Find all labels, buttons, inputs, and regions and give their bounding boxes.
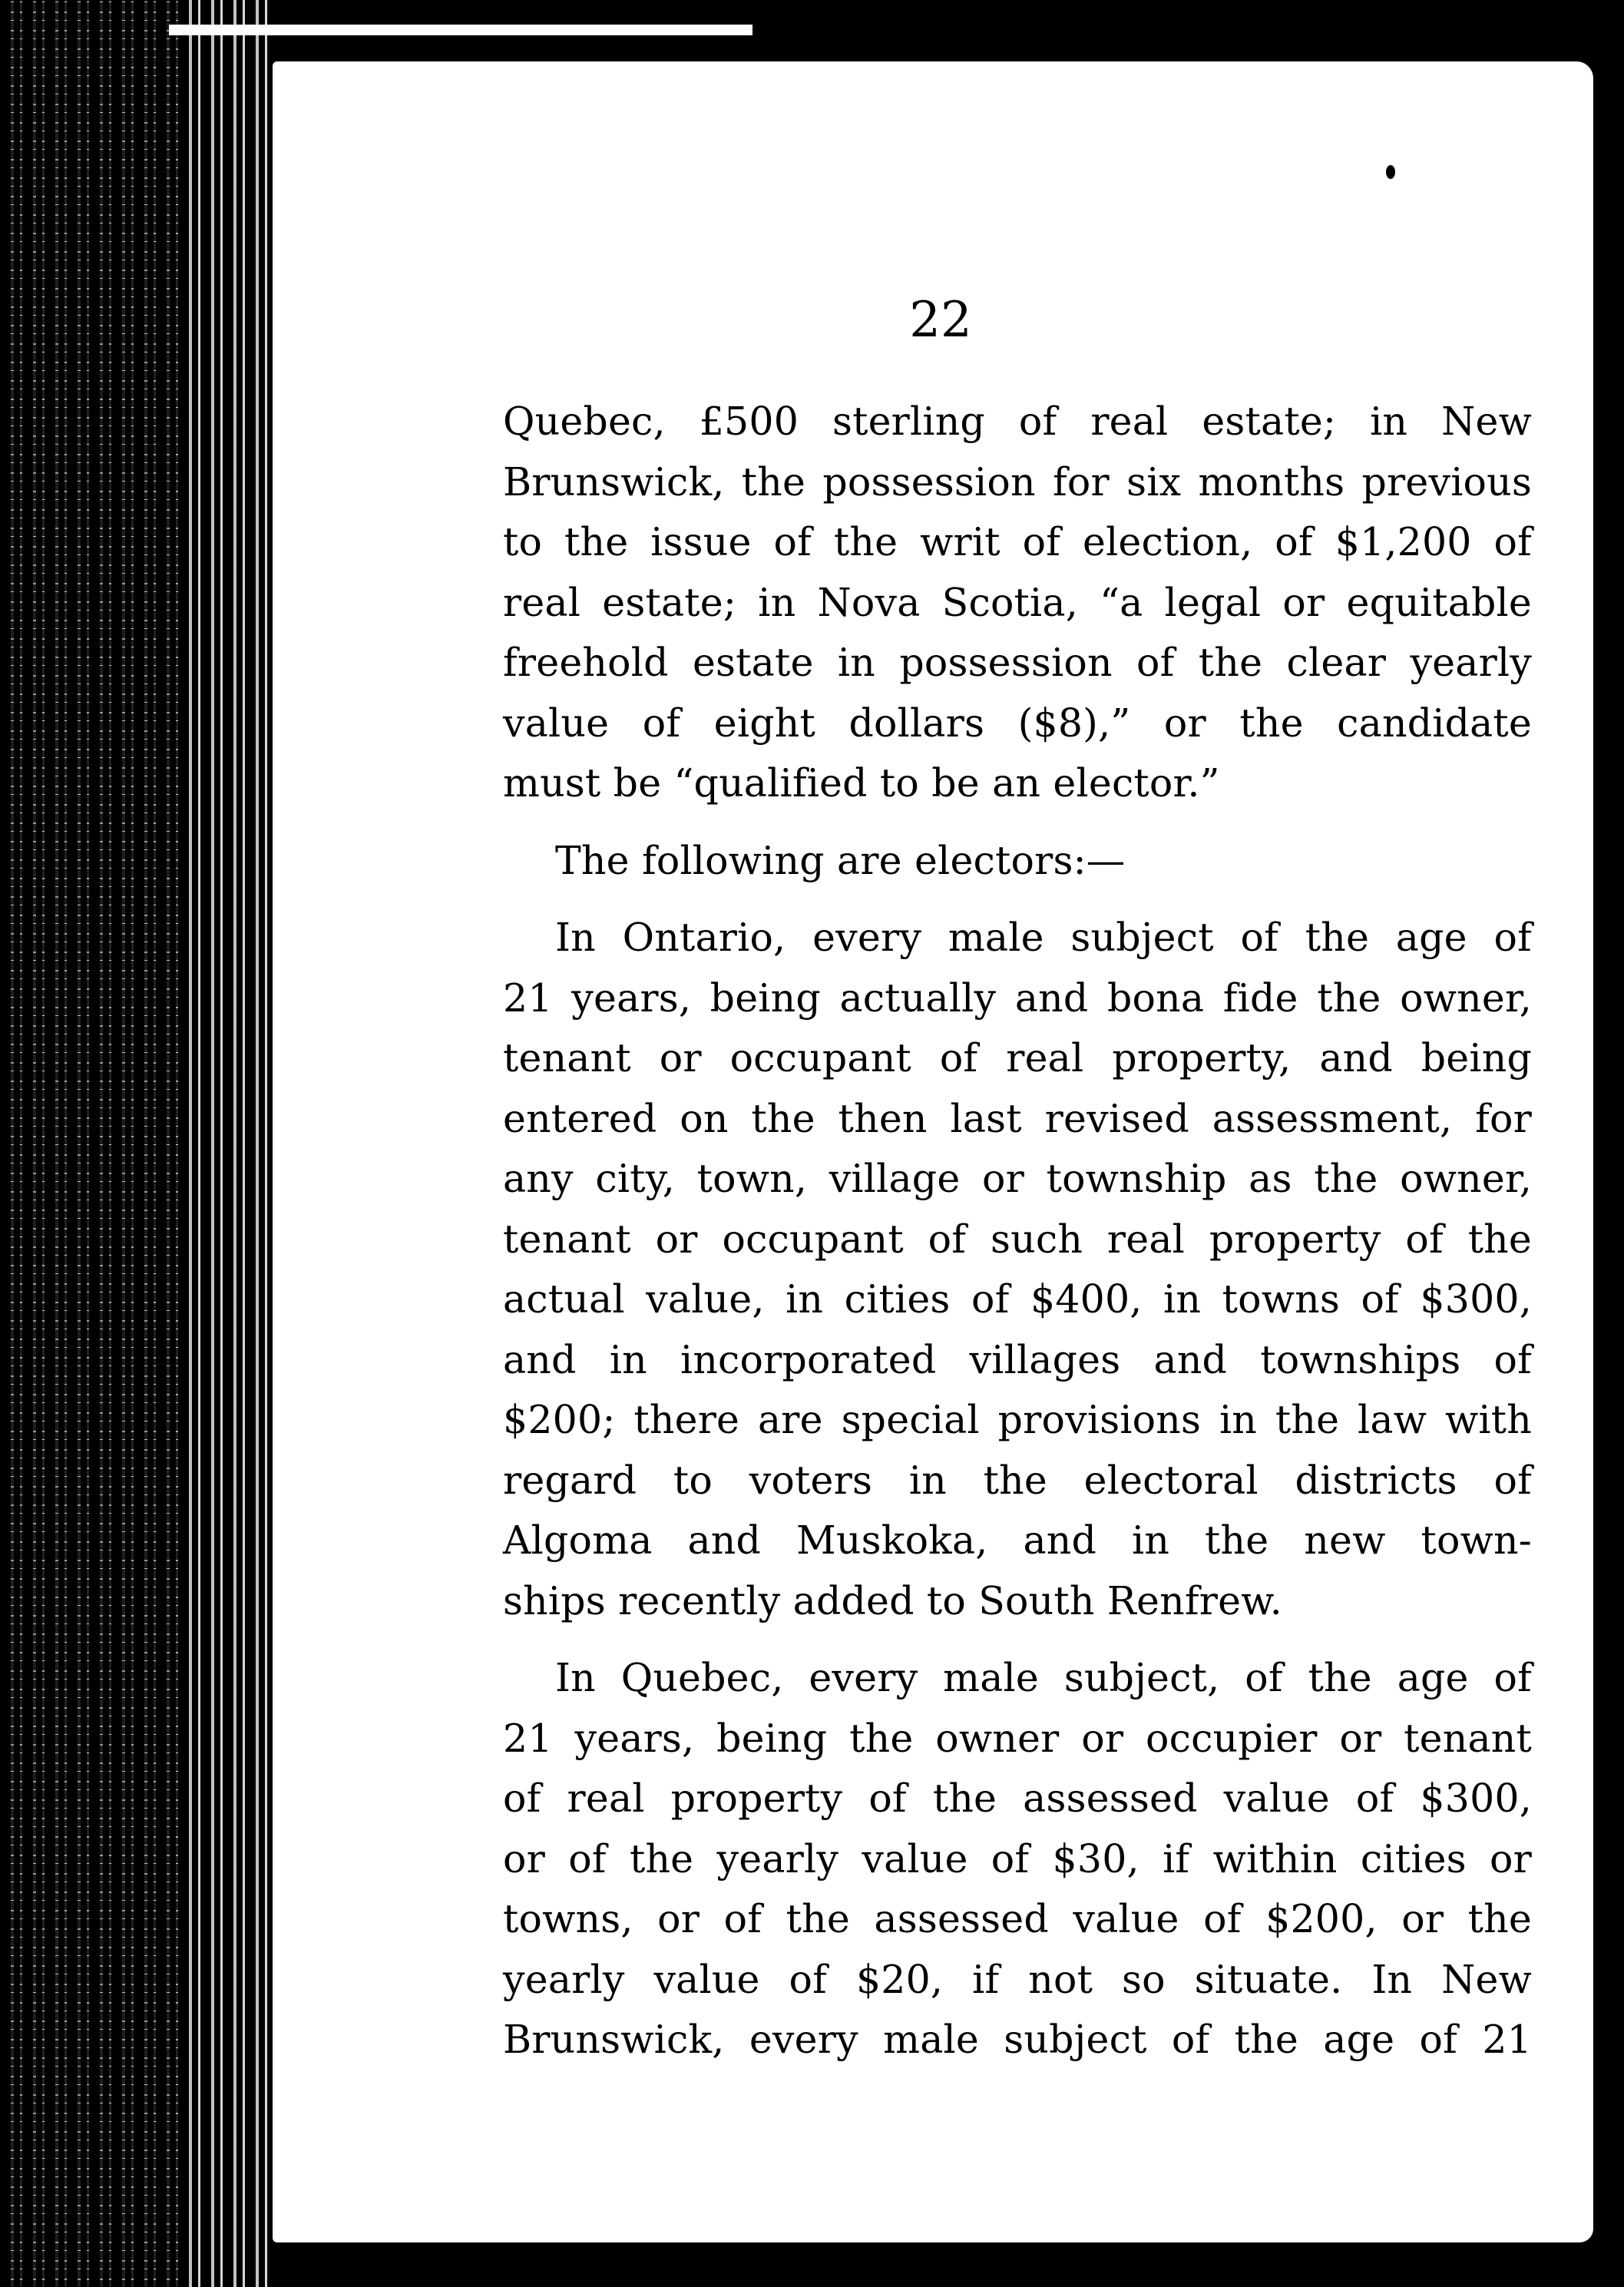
text-line: real estate; in Nova Scotia, “a legal or equitable	[503, 579, 1532, 625]
text-line: Quebec, £500 sterling of real estate; in New	[503, 399, 1532, 444]
text-line: or of the yearly value of $30, if within cities or	[503, 1835, 1532, 1882]
text-line: $200; there are special provisions in the law with	[503, 1397, 1532, 1442]
text-line: ships recently added to South Renfrew.	[503, 1577, 1282, 1623]
text-line: 21 years, being the owner or occupier or tenant	[503, 1715, 1532, 1761]
text-line: Brunswick, every male subject of the age of 21	[503, 2017, 1532, 2062]
paragraph-3	[503, 908, 1532, 1631]
text-line: The following are electors:—	[555, 837, 1126, 883]
text-line: of real property of the assessed value of $300,	[503, 1776, 1532, 1821]
text-line: Algoma and Muskoka, and in the new town-	[503, 1517, 1532, 1563]
paragraph-2	[503, 831, 1532, 892]
page-edges	[0, 0, 184, 2287]
text-line: and in incorporated villages and townships of	[503, 1336, 1532, 1382]
text-line: must be “qualified to be an elector.”	[503, 760, 1220, 806]
page-sheet	[273, 61, 1593, 2242]
text-line: tenant or occupant of such real property of the	[503, 1216, 1532, 1262]
text-line: actual value, in cities of $400, in towns of $300,	[503, 1276, 1532, 1322]
text-line: any city, town, village or township as the owner,	[503, 1156, 1532, 1201]
text-line: In Ontario, every male subject of the age of	[555, 915, 1532, 960]
text-line: In Quebec, every male subject, of the age of	[555, 1655, 1532, 1700]
text-line: freehold estate in possession of the clear yearly	[503, 640, 1532, 685]
text-line: to the issue of the writ of election, of $1,200 of	[503, 519, 1532, 564]
paragraph-4	[503, 1648, 1532, 2070]
text-line: regard to voters in the electoral districts of	[503, 1457, 1532, 1503]
text-line: 21 years, being actually and bona fide the owner,	[503, 975, 1532, 1021]
ink-speck	[1386, 165, 1395, 179]
body-text	[503, 392, 1532, 2087]
text-line: tenant or occupant of real property, and being	[503, 1035, 1532, 1081]
text-line: Brunswick, the possession for six months previous	[503, 458, 1532, 505]
page-number: 22	[909, 292, 972, 349]
text-line: value of eight dollars ($8),” or the candidate	[503, 700, 1532, 746]
text-line: yearly value of $20, if not so situate. In New	[503, 1956, 1532, 2002]
top-page-edge	[169, 25, 752, 35]
text-line: towns, or of the assessed value of $200, or the	[503, 1896, 1532, 1941]
text-line: entered on the then last revised assessment, for	[503, 1095, 1532, 1141]
paragraph-1	[503, 392, 1532, 814]
